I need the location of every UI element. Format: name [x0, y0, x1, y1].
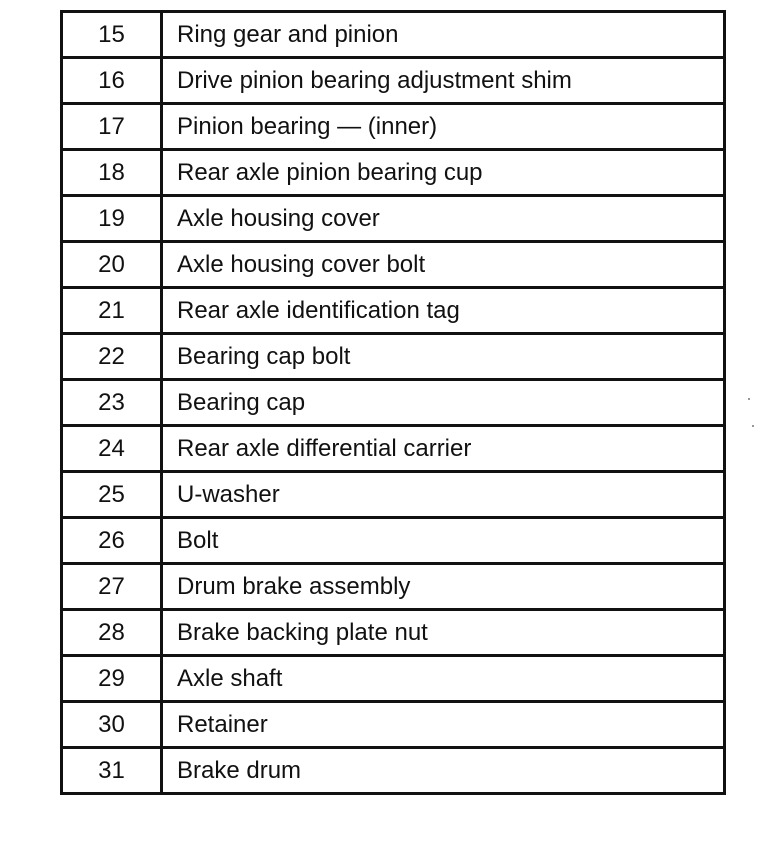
part-number: 28 [62, 610, 162, 656]
scan-speck [752, 425, 754, 427]
table-row [62, 150, 725, 196]
part-description: Pinion bearing — (inner) [162, 104, 725, 150]
part-number: 17 [62, 104, 162, 150]
parts-legend-table [60, 10, 726, 795]
table-row [62, 104, 725, 150]
part-description: Axle shaft [162, 656, 725, 702]
table-row [62, 564, 725, 610]
table-row [62, 334, 725, 380]
table-row [62, 748, 725, 794]
part-description: Axle housing cover [162, 196, 725, 242]
part-description: Rear axle differential carrier [162, 426, 725, 472]
part-number: 22 [62, 334, 162, 380]
table-row [62, 518, 725, 564]
part-number: 21 [62, 288, 162, 334]
table-row [62, 288, 725, 334]
part-number: 20 [62, 242, 162, 288]
part-number: 15 [62, 12, 162, 58]
part-description: Brake backing plate nut [162, 610, 725, 656]
part-number: 16 [62, 58, 162, 104]
part-description: Rear axle identification tag [162, 288, 725, 334]
table-row [62, 196, 725, 242]
table-row [62, 610, 725, 656]
part-number: 18 [62, 150, 162, 196]
part-description: Retainer [162, 702, 725, 748]
part-description: Bearing cap bolt [162, 334, 725, 380]
part-description: Bearing cap [162, 380, 725, 426]
part-number: 26 [62, 518, 162, 564]
table-row [62, 472, 725, 518]
part-description: Drive pinion bearing adjustment shim [162, 58, 725, 104]
part-number: 29 [62, 656, 162, 702]
part-number: 23 [62, 380, 162, 426]
table-row [62, 242, 725, 288]
part-description: Axle housing cover bolt [162, 242, 725, 288]
table-row [62, 426, 725, 472]
part-description: Drum brake assembly [162, 564, 725, 610]
part-number: 25 [62, 472, 162, 518]
part-description: Rear axle pinion bearing cup [162, 150, 725, 196]
part-number: 30 [62, 702, 162, 748]
part-number: 24 [62, 426, 162, 472]
part-number: 31 [62, 748, 162, 794]
part-number: 27 [62, 564, 162, 610]
table-row [62, 58, 725, 104]
table-row [62, 12, 725, 58]
table-row [62, 656, 725, 702]
part-description: U-washer [162, 472, 725, 518]
part-description: Brake drum [162, 748, 725, 794]
scan-speck [748, 398, 750, 400]
table-row [62, 702, 725, 748]
part-description: Ring gear and pinion [162, 12, 725, 58]
table-row [62, 380, 725, 426]
part-description: Bolt [162, 518, 725, 564]
part-number: 19 [62, 196, 162, 242]
